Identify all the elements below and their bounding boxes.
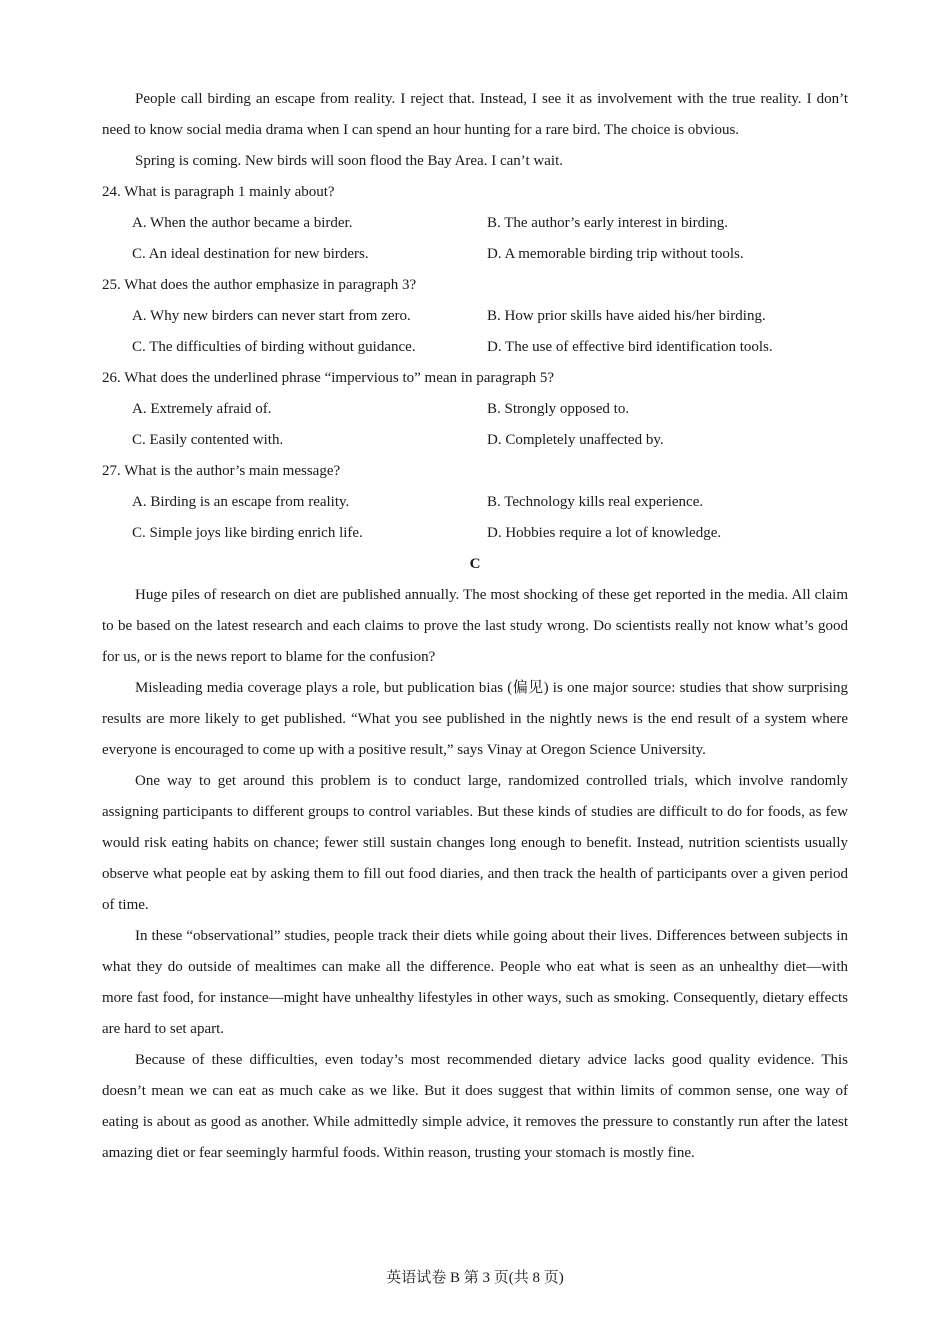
option-b: B. The author’s early interest in birding. xyxy=(487,215,729,231)
option-c: C. Easily contented with. xyxy=(132,432,284,448)
option-c: C. The difficulties of birding without guidance. xyxy=(132,339,416,355)
section-title: C xyxy=(469,556,481,572)
option-d: D. The use of effective bird identification tools. xyxy=(487,339,773,355)
question-27 xyxy=(102,456,848,549)
option-b: B. Strongly opposed to. xyxy=(487,401,630,417)
passage-c-paragraph-2: Misleading media coverage plays a role, but publication bias (偏见) is one major source: studies that show surprising results are more likely to get published. “What you see published in the nightly news is the end result of a system where everyone is encouraged to come up with a positive result,” says Vinay at Oregon Science University. xyxy=(102,680,848,758)
question-stem: 26. What does the underlined phrase “impervious to” mean in paragraph 5? xyxy=(102,370,555,386)
option-b: B. How prior skills have aided his/her birding. xyxy=(487,308,766,324)
option-d: D. Hobbies require a lot of knowledge. xyxy=(487,525,722,541)
passage-c-paragraph-3: One way to get around this problem is to conduct large, randomized controlled trials, which involve randomly assigning participants to different groups to control variables. But these kinds of studies are difficult to do for foods, as few would risk eating habits on chance; fewer still sustain changes long enough to benefit. Instead, nutrition scientists usually observe what people eat by asking them to fill out food diaries, and then track the health of participants over a given period of time. xyxy=(102,773,848,913)
question-stem: 24. What is paragraph 1 mainly about? xyxy=(102,184,335,200)
option-d: D. A memorable birding trip without tools. xyxy=(487,246,744,262)
passage-b-paragraph-2: Spring is coming. New birds will soon flood the Bay Area. I can’t wait. xyxy=(135,153,563,169)
question-26 xyxy=(102,363,848,456)
passage-c-paragraph-5: Because of these difficulties, even today’s most recommended dietary advice lacks good quality evidence. This doesn’t mean we can eat as much cake as we like. But it does suggest that within limits of common sense, one way of eating is about as good as another. While admittedly simple advice, it removes the pressure to constantly run after the latest amazing diet or fear seemingly harmful foods. Within reason, trusting your stomach is mostly fine. xyxy=(102,1052,848,1161)
option-a: A. Extremely afraid of. xyxy=(132,401,272,417)
option-c: C. Simple joys like birding enrich life. xyxy=(132,525,363,541)
question-options xyxy=(102,301,848,363)
option-a: A. Birding is an escape from reality. xyxy=(132,494,350,510)
question-stem: 25. What does the author emphasize in paragraph 3? xyxy=(102,277,417,293)
option-b: B. Technology kills real experience. xyxy=(487,494,704,510)
passage-c-paragraph-4: In these “observational” studies, people track their diets while going about their lives. Differences between subjects in what they do outside of mealtimes can make all the difference. People who eat what is seen as an unhealthy diet—with more fast food, for instance—might have unhealthy lifestyles in other ways, such as smoking. Consequently, dietary effects are hard to set apart. xyxy=(102,928,848,1037)
question-25 xyxy=(102,270,848,363)
question-options xyxy=(102,394,848,456)
passage-c-paragraph-1: Huge piles of research on diet are published annually. The most shocking of these get reported in the media. All claim to be based on the latest research and each claims to prove the last study wrong. Do scientists really not know what’s good for us, or is the news report to blame for the confusion? xyxy=(102,587,848,665)
question-stem: 27. What is the author’s main message? xyxy=(102,463,341,479)
option-a: A. Why new birders can never start from zero. xyxy=(132,308,411,324)
option-d: D. Completely unaffected by. xyxy=(487,432,664,448)
option-c: C. An ideal destination for new birders. xyxy=(132,246,369,262)
question-options xyxy=(102,487,848,549)
question-options xyxy=(102,208,848,270)
page-footer: 英语试卷 B 第 3 页(共 8 页) xyxy=(386,1270,564,1286)
question-24 xyxy=(102,177,848,270)
page-content xyxy=(102,84,848,1169)
passage-b-paragraph-1: People call birding an escape from reality. I reject that. Instead, I see it as involvement with the true reality. I don’t need to know social media drama when I can spend an hour hunting for a rare bird. The choice is obvious. xyxy=(102,91,848,138)
option-a: A. When the author became a birder. xyxy=(132,215,353,231)
